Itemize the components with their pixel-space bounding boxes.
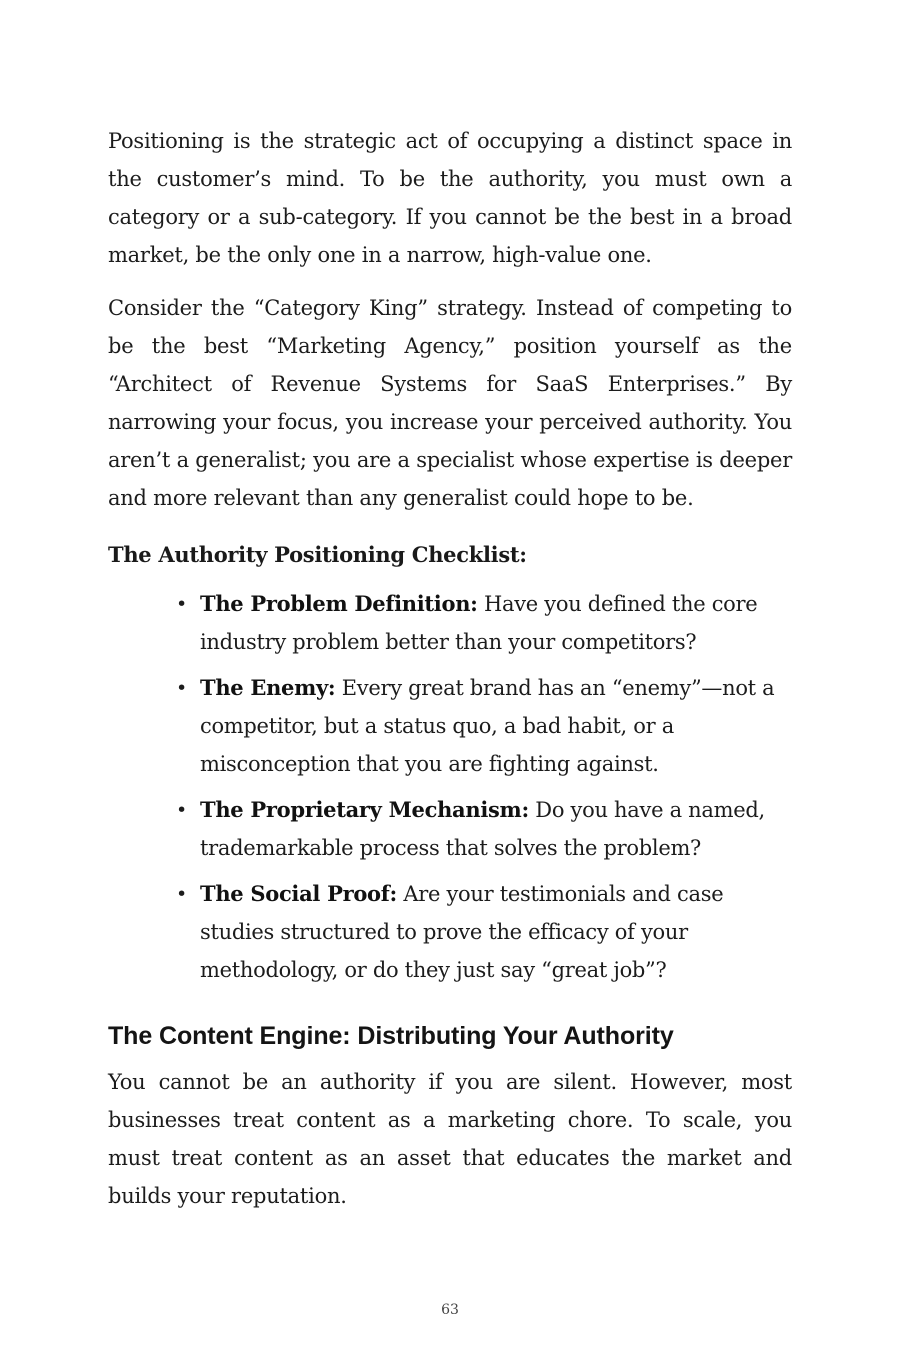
list-item-term: The Enemy: [200, 675, 336, 700]
list-item-text: Are your testimonials and case studies structured to prove the efficacy of your methodology, or do they just say “great job”? [200, 882, 724, 982]
list-item-text: Have you defined the core industry problem better than your competitors? [200, 592, 758, 654]
list-item-term: The Problem Definition: [200, 591, 478, 616]
bullet-icon: • [176, 799, 187, 821]
list-item [176, 875, 792, 989]
list-item-text: Do you have a named, trademarkable process that solves the problem? [200, 798, 765, 860]
checklist-heading: The Authority Positioning Checklist: [108, 542, 527, 567]
bullet-icon: • [176, 677, 187, 699]
bullet-icon: • [176, 593, 187, 615]
paragraph-category-king: Consider the “Category King” strategy. Instead of competing to be the best “Marketing Agency,” position yourself as the “Architect of Revenue Systems for SaaS Enterprises.” By narrowing your focus, you increase your perceived authority. You aren’t a generalist; you are a specialist whose expertise is deeper and more relevant than any generalist could hope to be. [108, 296, 792, 510]
paragraph-positioning: Positioning is the strategic act of occupying a distinct space in the customer’s mind. To be the authority, you must own a category or a sub-category. If you cannot be the best in a broad market, be the only one in a narrow, high-value one. [108, 129, 792, 267]
bullet-icon: • [176, 883, 187, 905]
page-number: 63 [441, 1302, 459, 1318]
section-heading: The Content Engine: Distributing Your Authority [108, 1022, 674, 1050]
paragraph-content-engine: You cannot be an authority if you are silent. However, most businesses treat content as a marketing chore. To scale, you must treat content as an asset that educates the market and builds your reputation. [108, 1070, 792, 1208]
authority-checklist [108, 585, 792, 989]
list-item [176, 585, 792, 661]
list-item-text: Every great brand has an “enemy”—not a competitor, but a status quo, a bad habit, or a misconception that you are fighting against. [200, 676, 775, 776]
list-item [176, 669, 792, 783]
list-item-term: The Social Proof: [200, 881, 397, 906]
list-item-term: The Proprietary Mechanism: [200, 797, 529, 822]
page-content [108, 122, 792, 1230]
list-item [176, 791, 792, 867]
